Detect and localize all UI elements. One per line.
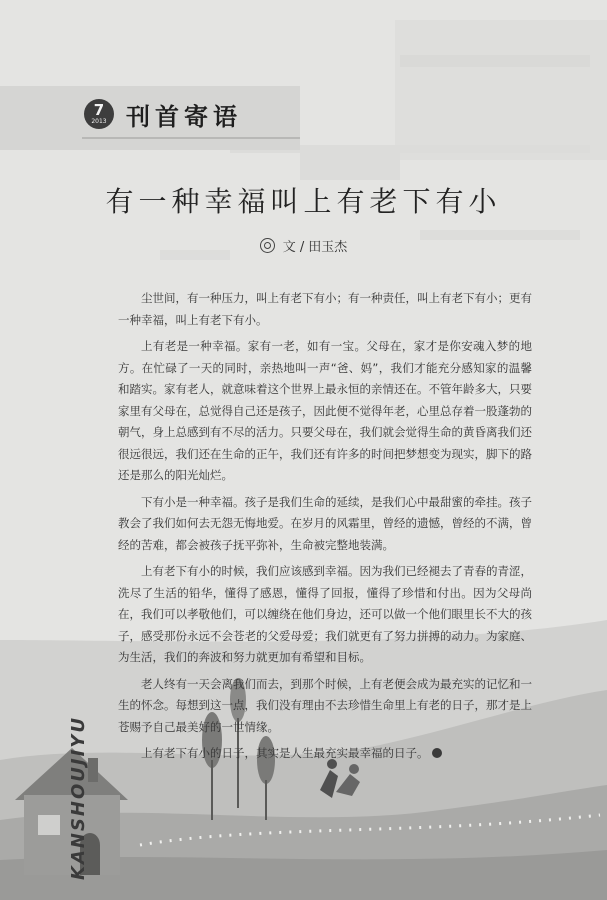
issue-number: 7 [93, 101, 105, 119]
byline-prefix: 文 / [282, 240, 305, 255]
issue-year: 2013 [91, 118, 107, 125]
author-name: 田玉杰 [308, 240, 348, 255]
article-title: 有一种幸福叫上有老下有小 [105, 185, 502, 218]
article-body [118, 288, 532, 770]
closing-text: 上有老下有小的日子，其实是人生最充实最幸福的日子。 [141, 746, 429, 760]
paragraph: 老人终有一天会离我们而去，到那个时候，上有老便会成为最充实的记忆和一生的怀念。每想到这一点，我们没有理由不去珍惜生命里上有老的日子，那才是上苍赐予自己最美好的一世情缘。 [118, 676, 532, 734]
paragraph: 上有老下有小的时候，我们应该感到幸福。因为我们已经褪去了青春的青涩，洗尽了生活的铅华，懂得了感恩，懂得了回报，懂得了珍惜和付出。因为父母尚在，我们可以孝敬他们，可以缠绕在他们身边，还可以做一个他们眼里长不大的孩子，感受那份永远不会苍老的父爱母爱；我们就更有了努力拼搏的动力。为家庭、为生活，我们的奔波和努力就更加有希望和目标。 [118, 564, 532, 664]
issue-badge [84, 99, 114, 129]
paragraph: 上有老是一种幸福。家有一老，如有一宝。父母在，家才是你安魂入梦的地方。在忙碌了一天的同时，亲热地叫一声“爸、妈”，我们才能充分感知家的温馨和踏实。家有老人，就意味着这个世界上最永恒的亲情还在。不管年龄多大，只要家里有父母在，总觉得自己还是孩子，因此便不觉得年老，心里总存着一股蓬勃的朝气，身上总感到有不尽的活力。只要父母在，我们就会觉得生命的黄昏离我们还很远很远，我们还在生命的正午，我们还有许多的时间把梦想变为现实，脚下的路还是那么的阳光灿烂。 [118, 339, 532, 482]
paragraph: 下有小是一种幸福。孩子是我们生命的延续，是我们心中最甜蜜的牵挂。孩子教会了我们如何去无怨无悔地爱。在岁月的风霜里，曾经的遗憾，曾经的不满，曾经的苦难，都会被孩子抚平弥补，生命被完整地装满。 [118, 494, 532, 552]
closing-paragraph [118, 743, 532, 765]
end-mark-icon [432, 748, 442, 758]
section-label-text: KANSHOUJIYU [68, 716, 89, 880]
byline [0, 236, 607, 255]
section-label [46, 620, 89, 880]
byline-circle-icon [260, 238, 275, 253]
column-header [84, 94, 242, 134]
column-title: 刊首寄语 [126, 101, 242, 131]
paragraph: 尘世间，有一种压力，叫上有老下有小；有一种责任，叫上有老下有小；更有一种幸福，叫上有老下有小。 [118, 291, 532, 327]
